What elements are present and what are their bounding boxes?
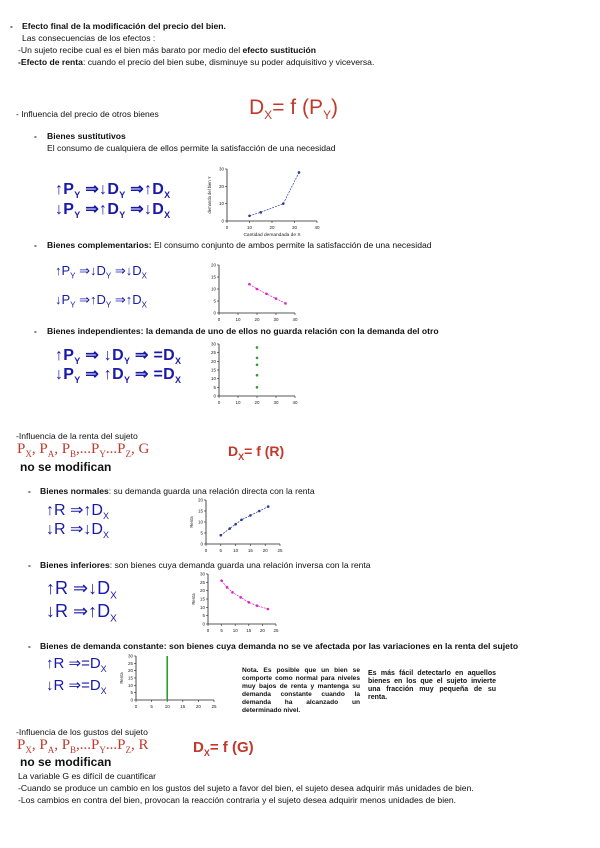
bullet-dash: -: [34, 240, 37, 250]
section1-title: Efecto final de la modificación del precio del bien.: [22, 21, 226, 31]
y-tick-label: 0: [213, 393, 216, 399]
x-tick-label: 5: [220, 628, 223, 633]
y-tick-label: 0: [200, 541, 203, 547]
data-point: [267, 608, 270, 611]
x-tick-label: 0: [217, 317, 221, 322]
bullet-dash: -: [10, 21, 13, 31]
y-tick-label: 5: [202, 613, 205, 619]
data-point: [248, 601, 251, 604]
y-tick-label: 15: [199, 596, 205, 602]
data-point: [265, 293, 268, 296]
bullet-dash: -: [34, 131, 37, 141]
inferiores-line: Bienes inferiores: son bienes cuya demanda guarda una relación inversa con la renta: [40, 560, 371, 570]
x-tick-label: 30: [273, 400, 279, 405]
y-tick-label: 10: [210, 376, 216, 382]
chart-inferiores: [190, 570, 280, 634]
chart-complementarios: [205, 261, 300, 323]
data-point: [228, 527, 231, 530]
data-point: [275, 297, 278, 300]
x-tick-label: 20: [259, 628, 265, 633]
chart-independientes: [205, 340, 300, 406]
data-point: [259, 211, 262, 214]
y-tick-label: 30: [218, 166, 224, 172]
data-point: [298, 171, 301, 174]
inf-eq1: ↑R $\Rightarrow↓D_X$: [46, 578, 117, 602]
data-point: [256, 288, 259, 291]
section4-heading: -Influencia de los gustos del sujeto: [16, 727, 148, 737]
y-tick-label: 5: [213, 298, 216, 304]
y-tick-label: 15: [210, 274, 216, 280]
y-tick-label: 25: [199, 579, 205, 585]
y-tick-label: 20: [218, 183, 224, 189]
data-point: [256, 604, 259, 607]
y-tick-label: 0: [221, 218, 224, 224]
x-tick-label: 10: [246, 225, 253, 230]
y-tick-label: 30: [127, 653, 133, 659]
y-tick-label: 20: [199, 588, 205, 594]
y-tick-label: 15: [127, 675, 133, 681]
sust-eq1: $↑P_Y$ $\Rightarrow↓D_Y$ $\Rightarrow↑D_X$: [55, 181, 171, 201]
y-tick-label: 20: [210, 262, 216, 268]
data-point: [256, 386, 259, 389]
sustitutivos-title: Bienes sustitutivos: [47, 131, 126, 141]
x-tick-label: 20: [254, 317, 260, 322]
x-tick-label: 20: [262, 548, 268, 553]
x-tick-label: 0: [225, 225, 229, 230]
section1-line3: -Efecto de renta: cuando el precio del bien sube, disminuye su poder adquisitivo y viceversa.: [18, 57, 375, 67]
nota-box: Nota. Es posible que un bien se comporte como normal para niveles muy bajos de renta y mantenga su demanda constante cuando la demanda ha alcanzado un determinado nivel.: [242, 667, 360, 714]
x-tick-label: 0: [204, 548, 208, 553]
x-tick-label: 40: [314, 225, 320, 230]
ind-eq1: $↑P_Y$ ⇒ $↓D_Y$ ⇒ $=D_X$: [55, 347, 182, 367]
y-tick-label: 20: [127, 668, 133, 674]
data-point: [226, 586, 229, 589]
data-point: [248, 215, 251, 218]
x-tick-label: 30: [291, 225, 298, 230]
ind-eq2: $↓P_Y$ ⇒ $↑D_Y$ ⇒ $=D_X$: [55, 366, 182, 386]
x-tick-label: 0: [217, 400, 221, 405]
section1-line1: Las consecuencias de los efectos :: [22, 33, 156, 43]
bullet-dash: -: [28, 560, 31, 570]
y-tick-label: 25: [210, 350, 216, 356]
x-axis-label: Cantidad demandada de X: [243, 233, 301, 238]
y-tick-label: 5: [213, 384, 216, 390]
series-line: [221, 507, 268, 536]
data-point: [234, 523, 237, 526]
inf-eq2: ↓R $\Rightarrow↑D_X$: [46, 601, 117, 625]
norm-eq2: ↓R $\Rightarrow↓D_X$: [46, 521, 109, 541]
y-tick-label: 10: [197, 519, 203, 525]
section2-heading: - Influencia del precio de otros bienes: [16, 109, 159, 119]
chart-sustitutivos: [205, 163, 325, 238]
y-tick-label: 15: [210, 367, 216, 373]
x-tick-label: 5: [150, 704, 153, 709]
data-point: [282, 202, 285, 205]
nota2: Es más fácil detectarlo en aquellos bienes en los que el sujeto invierte una fracción muy pequeña de su renta.: [368, 670, 496, 701]
y-tick-label: 0: [130, 697, 133, 703]
x-tick-label: 20: [254, 400, 260, 405]
y-tick-label: 10: [218, 201, 224, 207]
x-tick-label: 5: [219, 548, 223, 553]
bullet-dash: -: [28, 486, 31, 496]
const-eq1: ↑R $\Rightarrow=D_X$: [46, 655, 107, 674]
y-axis-label: Renta: [189, 516, 194, 528]
x-tick-label: 25: [277, 548, 283, 553]
chart-normales: [188, 496, 288, 554]
y-tick-label: 20: [210, 358, 216, 364]
x-tick-label: 10: [164, 704, 170, 709]
y-tick-label: 30: [210, 341, 216, 347]
sust-eq2: $↓P_Y$ $\Rightarrow↑D_Y$ $\Rightarrow↓D_X$: [55, 201, 171, 221]
y-tick-label: 10: [199, 604, 205, 610]
no-se-modifican: no se modifican: [20, 460, 112, 474]
data-point: [220, 534, 223, 537]
complementarios-line: Bienes complementarios: El consumo conjunto de ambos permite la satisfacción de una necesidad: [47, 240, 432, 250]
data-point: [258, 510, 261, 513]
y-axis-label: Renta: [191, 593, 196, 605]
data-point: [256, 364, 259, 367]
y-tick-label: 25: [127, 660, 133, 666]
section3-heading: -Influencia de la renta del sujeto: [16, 431, 138, 441]
data-point: [231, 591, 234, 594]
formula-dx-r: $D_X= f$ (R): [228, 443, 285, 462]
y-tick-label: 10: [210, 286, 216, 292]
y-tick-label: 5: [130, 690, 133, 696]
y-axis-label: Renta: [119, 672, 124, 684]
bullet-dash: -: [28, 641, 31, 651]
section1-line2: -Un sujeto recibe cual es el bien más barato por medio del efecto sustitución: [18, 45, 317, 55]
section4-line3: -Los cambios en contra del bien, provocan la reacción contraria y el sujeto desea adquirir menos unidades de bien.: [18, 795, 457, 805]
data-point: [240, 519, 243, 522]
sustitutivos-desc: El consumo de cualquiera de ellos permite la satisfacción de una necesidad: [47, 143, 336, 153]
data-point: [267, 505, 270, 508]
x-tick-label: 40: [292, 400, 298, 405]
data-point: [284, 302, 287, 305]
data-point: [248, 283, 251, 286]
y-tick-label: 0: [202, 621, 205, 627]
gustos-vars: $P_X$, $P_A$, $P_B,...P_Y...P_Z$, R: [17, 737, 149, 755]
section4-line1: La variable G es difícil de cuantificar: [18, 771, 157, 781]
data-point: [256, 346, 259, 349]
renta-vars: $P_X$, $P_A$, $P_B,...P_Y...P_Z$, G: [17, 441, 150, 459]
data-point: [256, 357, 259, 360]
y-tick-label: 15: [197, 508, 203, 514]
series-line: [222, 581, 268, 609]
x-tick-label: 0: [134, 704, 138, 709]
data-point: [239, 596, 242, 599]
data-point: [249, 514, 252, 517]
data-point: [256, 374, 259, 377]
y-tick-label: 0: [213, 310, 216, 316]
x-tick-label: 30: [273, 317, 279, 322]
x-tick-label: 0: [206, 628, 210, 633]
comp-eq1: $↑P_Y$ $\Rightarrow↓D_Y$ $\Rightarrow↓D_X$: [55, 263, 148, 281]
y-tick-label: 10: [127, 682, 133, 688]
y-axis-label: demanda del bien Y: [207, 176, 212, 214]
section4-line2: -Cuando se produce un cambio en los gustos del sujeto a favor del bien, el sujeto desea adquirir más unidades de bien.: [18, 783, 474, 793]
x-tick-label: 10: [232, 628, 238, 633]
x-tick-label: 20: [269, 225, 275, 230]
x-tick-label: 15: [180, 704, 186, 709]
no-se-modifican: no se modifican: [20, 755, 112, 769]
comp-eq2: $↓P_Y$ $\Rightarrow↑D_Y$ $\Rightarrow↑D_X$: [55, 292, 148, 310]
formula-dx-g: $D_X= f$ (G): [193, 739, 254, 758]
norm-eq1: ↑R $\Rightarrow↑D_X$: [46, 502, 109, 522]
x-tick-label: 10: [235, 400, 241, 405]
normales-line: Bienes normales: su demanda guarda una relación directa con la renta: [40, 486, 315, 496]
x-tick-label: 20: [195, 704, 201, 709]
y-tick-label: 30: [199, 571, 205, 577]
independientes-title: Bienes independientes: la demanda de uno de ellos no guarda relación con la demanda del otro: [47, 326, 439, 336]
data-point: [220, 579, 223, 582]
x-tick-label: 40: [292, 317, 298, 322]
x-tick-label: 10: [235, 317, 241, 322]
series-line: [250, 172, 300, 215]
constante-title: Bienes de demanda constante: son bienes cuya demanda no se ve afectada por las variaciones en la renta del sujeto: [40, 641, 519, 651]
x-tick-label: 15: [246, 628, 252, 633]
x-tick-label: 15: [247, 548, 253, 553]
formula-dx-py: $D_X= f$ $(P_Y)$: [249, 96, 338, 123]
const-eq2: ↓R $\Rightarrow=D_X$: [46, 677, 107, 696]
x-tick-label: 10: [233, 548, 239, 553]
x-tick-label: 25: [211, 704, 217, 709]
chart-constante: [118, 652, 218, 710]
x-tick-label: 25: [273, 628, 279, 633]
bullet-dash: -: [34, 326, 37, 336]
y-tick-label: 5: [200, 530, 203, 536]
y-tick-label: 20: [197, 497, 203, 503]
